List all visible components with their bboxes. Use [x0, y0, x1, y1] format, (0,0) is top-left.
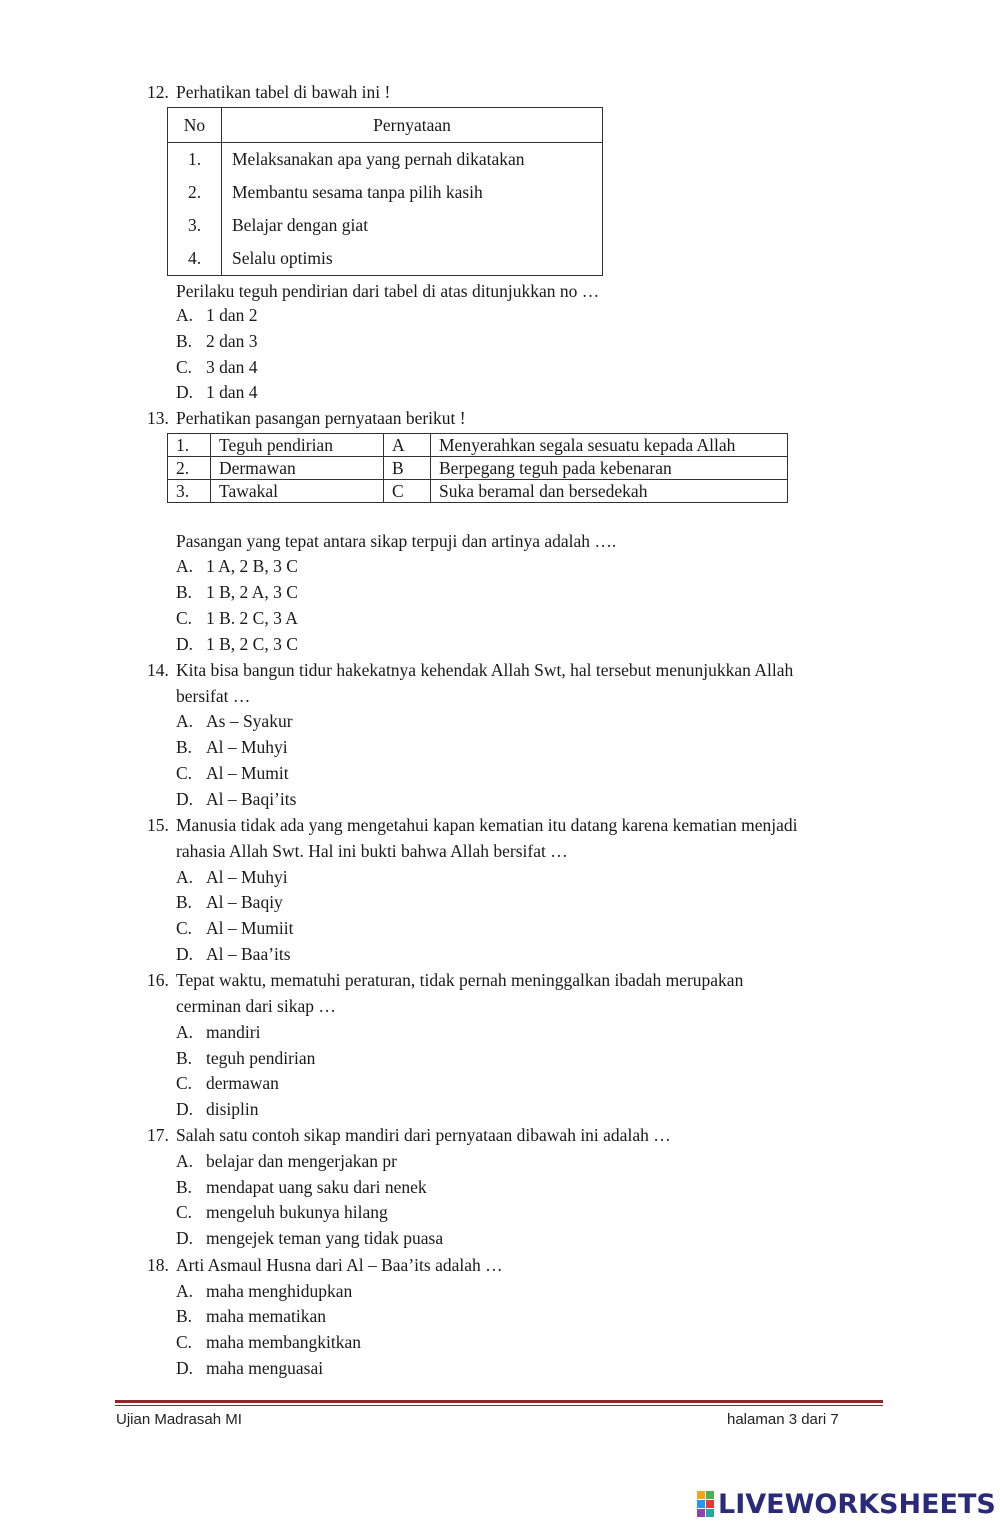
- q15-option-c[interactable]: Al – Mumiit: [206, 918, 294, 938]
- footer-left: Ujian Madrasah MI: [116, 1411, 242, 1428]
- q13-option-letter: D.: [176, 634, 194, 654]
- q17-option-d[interactable]: mengejek teman yang tidak puasa: [206, 1228, 444, 1248]
- q16-number: 16.: [147, 970, 169, 990]
- q12-option-b[interactable]: 2 dan 3: [206, 331, 258, 351]
- q13-option-letter: C.: [176, 608, 193, 628]
- q12-row-text: Membantu sesama tanpa pilih kasih: [222, 176, 603, 209]
- q13-option-c[interactable]: 1 B. 2 C, 3 A: [206, 608, 298, 628]
- q13-row-meaning: Suka beramal dan bersedekah: [431, 480, 788, 503]
- q12-option-letter: D.: [176, 382, 194, 402]
- q14-number: 14.: [147, 660, 169, 680]
- q14-option-letter: B.: [176, 737, 193, 757]
- q13-option-letter: A.: [176, 556, 194, 576]
- q14-option-letter: D.: [176, 789, 194, 809]
- q13-row-term: Tawakal: [211, 480, 384, 503]
- footer-rule: [115, 1400, 883, 1403]
- q12-row-text: Belajar dengan giat: [222, 209, 603, 242]
- q12-table: [167, 107, 603, 276]
- q15-text-line2: rahasia Allah Swt. Hal ini bukti bahwa Allah bersifat …: [176, 841, 568, 861]
- q13-option-d[interactable]: 1 B, 2 C, 3 C: [206, 634, 298, 654]
- q13-row-key: A: [384, 434, 431, 457]
- q12-row-no: 1.: [187, 149, 202, 169]
- q12-header-statement: Pernyataan: [222, 108, 603, 143]
- q12-number: 12.: [147, 82, 169, 102]
- q14-option-d[interactable]: Al – Baqi’its: [206, 789, 297, 809]
- footer-page-number: halaman 3 dari 7: [727, 1411, 839, 1428]
- q18-option-letter: A.: [176, 1281, 194, 1301]
- q16-option-a[interactable]: mandiri: [206, 1022, 261, 1042]
- liveworksheets-logo-icon: [697, 1491, 714, 1517]
- q13-option-b[interactable]: 1 B, 2 A, 3 C: [206, 582, 298, 602]
- q13-row-no: 3.: [168, 480, 211, 503]
- q15-option-letter: B.: [176, 892, 193, 912]
- q13-row-no: 2.: [168, 457, 211, 480]
- q17-number: 17.: [147, 1125, 169, 1145]
- q15-option-b[interactable]: Al – Baqiy: [206, 892, 283, 912]
- q13-number: 13.: [147, 408, 169, 428]
- q14-option-c[interactable]: Al – Mumit: [206, 763, 289, 783]
- q14-text-line1: Kita bisa bangun tidur hakekatnya kehendak Allah Swt, hal tersebut menunjukkan Allah: [176, 660, 794, 680]
- q12-option-letter: B.: [176, 331, 193, 351]
- q18-option-b[interactable]: maha mematikan: [206, 1306, 327, 1326]
- q13-row-no: 1.: [168, 434, 211, 457]
- q12-row-text: Melaksanakan apa yang pernah dikatakan: [222, 143, 603, 177]
- q16-option-letter: C.: [176, 1073, 193, 1093]
- q17-option-c[interactable]: mengeluh bukunya hilang: [206, 1202, 388, 1222]
- q12-option-c[interactable]: 3 dan 4: [206, 357, 258, 377]
- q13-row-term: Teguh pendirian: [211, 434, 384, 457]
- q16-option-d[interactable]: disiplin: [206, 1099, 259, 1119]
- q16-option-c[interactable]: dermawan: [206, 1073, 279, 1093]
- q16-text-line1: Tepat waktu, mematuhi peraturan, tidak pernah meninggalkan ibadah merupakan: [176, 970, 744, 990]
- q15-number: 15.: [147, 815, 169, 835]
- q13-row-meaning: Menyerahkan segala sesuatu kepada Allah: [431, 434, 788, 457]
- q14-text-line2: bersifat …: [176, 686, 251, 706]
- q12-option-letter: C.: [176, 357, 193, 377]
- liveworksheets-logo-text: LIVEWORKSHEETS: [718, 1488, 996, 1520]
- q14-option-a[interactable]: As – Syakur: [206, 711, 293, 731]
- q17-option-letter: C.: [176, 1202, 193, 1222]
- footer-rule-thin: [115, 1405, 883, 1406]
- q17-option-letter: B.: [176, 1177, 193, 1197]
- q18-option-d[interactable]: maha menguasai: [206, 1358, 324, 1378]
- q13-option-a[interactable]: 1 A, 2 B, 3 C: [206, 556, 298, 576]
- q12-text: Perhatikan tabel di bawah ini !: [176, 82, 391, 102]
- q12-option-d[interactable]: 1 dan 4: [206, 382, 258, 402]
- q18-option-c[interactable]: maha membangkitkan: [206, 1332, 362, 1352]
- q18-number: 18.: [147, 1255, 169, 1275]
- q18-text-line1: Arti Asmaul Husna dari Al – Baa’its adalah …: [176, 1255, 503, 1275]
- q12-row-no: 3.: [187, 215, 202, 235]
- q16-text-line2: cerminan dari sikap …: [176, 996, 336, 1016]
- q16-option-letter: D.: [176, 1099, 194, 1119]
- q17-option-b[interactable]: mendapat uang saku dari nenek: [206, 1177, 427, 1197]
- q12-row-no: 4.: [187, 248, 202, 268]
- q15-option-letter: D.: [176, 944, 194, 964]
- q17-option-letter: A.: [176, 1151, 194, 1171]
- q15-option-d[interactable]: Al – Baa’its: [206, 944, 291, 964]
- q13-question: Pasangan yang tepat antara sikap terpuji dan artinya adalah ….: [176, 531, 617, 551]
- q12-header-no: No: [168, 108, 222, 143]
- q13-row-key: C: [384, 480, 431, 503]
- q13-row-term: Dermawan: [211, 457, 384, 480]
- q13-text: Perhatikan pasangan pernyataan berikut !: [176, 408, 466, 428]
- q12-option-a[interactable]: 1 dan 2: [206, 305, 258, 325]
- q18-option-letter: B.: [176, 1306, 193, 1326]
- q17-text-line1: Salah satu contoh sikap mandiri dari pernyataan dibawah ini adalah …: [176, 1125, 671, 1145]
- q13-row-key: B: [384, 457, 431, 480]
- q15-option-letter: C.: [176, 918, 193, 938]
- q13-row-meaning: Berpegang teguh pada kebenaran: [431, 457, 788, 480]
- q17-option-a[interactable]: belajar dan mengerjakan pr: [206, 1151, 397, 1171]
- q12-question: Perilaku teguh pendirian dari tabel di atas ditunjukkan no …: [176, 281, 600, 301]
- q12-row-no: 2.: [187, 182, 202, 202]
- q15-option-letter: A.: [176, 867, 194, 887]
- q16-option-letter: B.: [176, 1048, 193, 1068]
- q14-option-letter: A.: [176, 711, 194, 731]
- q14-option-letter: C.: [176, 763, 193, 783]
- q15-option-a[interactable]: Al – Muhyi: [206, 867, 288, 887]
- q16-option-letter: A.: [176, 1022, 194, 1042]
- q12-row-text: Selalu optimis: [222, 242, 603, 276]
- q16-option-b[interactable]: teguh pendirian: [206, 1048, 316, 1068]
- q13-table: [167, 433, 788, 503]
- q18-option-a[interactable]: maha menghidupkan: [206, 1281, 353, 1301]
- liveworksheets-logo: [697, 1487, 996, 1521]
- q18-option-letter: C.: [176, 1332, 193, 1352]
- q17-option-letter: D.: [176, 1228, 194, 1248]
- q15-text-line1: Manusia tidak ada yang mengetahui kapan kematian itu datang karena kematian menjadi: [176, 815, 798, 835]
- q18-option-letter: D.: [176, 1358, 194, 1378]
- q13-option-letter: B.: [176, 582, 193, 602]
- q12-option-letter: A.: [176, 305, 194, 325]
- q14-option-b[interactable]: Al – Muhyi: [206, 737, 288, 757]
